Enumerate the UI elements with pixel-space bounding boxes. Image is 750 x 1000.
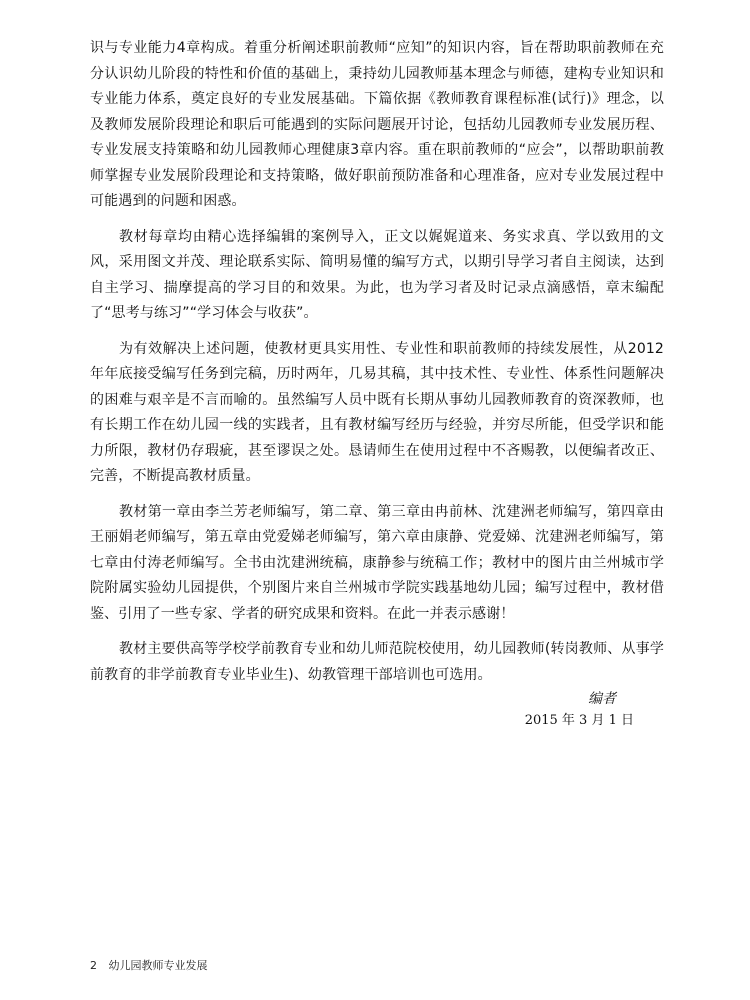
paragraph-textbook-style: 教材每章均由精心选择编辑的案例导入，正文以娓娓道来、务实求真、学以致用的文风，采用图文并茂、理论联系实际、简明易懂的编写方式，以期引导学习者自主阅读，达到自主学习、揣摩提高的学习目的和效果。为此，也为学习者及时记录点滴感悟，章末编配了“思考与练习”“学习体会与收获”。 bbox=[90, 228, 664, 321]
signature-block bbox=[90, 688, 664, 732]
body-text bbox=[90, 36, 664, 698]
page-number: 2 bbox=[90, 959, 97, 972]
paragraph-continuation: 识与专业能力4章构成。着重分析阐述职前教师“应知”的知识内容，旨在帮助职前教师在充分认识幼儿阶段的特性和价值的基础上，秉持幼儿园教师基本理念与师德，建构专业知识和专业能力体系，奠定良好的专业发展基础。下篇依据《教师教育课程标准(试行)》理念，以及教师发展阶段理论和职后可能遇到的实际问题展开讨论，包括幼儿园教师专业发展历程、专业发展支持策略和幼儿园教师心理健康3章内容。重在职前教师的“应会”，以帮助职前教师掌握专业发展阶段理论和支持策略，做好职前预防准备和心理准备，应对专业发展过程中可能遇到的问题和困惑。 bbox=[90, 40, 664, 209]
signature-date: 2015 年 3 月 1 日 bbox=[524, 713, 634, 728]
paragraph-intended-use: 教材主要供高等学校学前教育专业和幼儿师范院校使用，幼儿园教师(转岗教师、从事学前教育的非学前教育专业毕业生)、幼教管理干部培训也可选用。 bbox=[90, 641, 664, 683]
paragraph-authors: 教材第一章由李兰芳老师编写，第二章、第三章由冉前林、沈建洲老师编写，第四章由王丽娟老师编写，第五章由党爱娣老师编写，第六章由康静、党爱娣、沈建洲老师编写，第七章由付涛老师编写。全书由沈建洲统稿，康静参与统稿工作；教材中的图片由兰州城市学院附属实验幼儿园提供，个别图片来自兰州城市学院实践基地幼儿园；编写过程中，教材借鉴、引用了一些专家、学者的研究成果和资料。在此一并表示感谢！ bbox=[90, 503, 664, 622]
page-footer bbox=[90, 958, 208, 974]
paragraph-writing-process: 为有效解决上述问题，使教材更具实用性、专业性和职前教师的持续发展性，从2012年年底接受编写任务到完稿，历时两年，几易其稿，其中技术性、专业性、体系性问题解决的困难与艰辛是不言而喻的。虽然编写人员中既有长期从事幼儿园教师教育的资深教师，也有长期工作在幼儿园一线的实践者，且有教材编写经历与经验，并穷尽所能，但受学识和能力所限，教材仍存瑕疵，甚至谬误之处。恳请师生在使用过程中不吝赐教，以便编者改正、完善，不断提高教材质量。 bbox=[90, 340, 664, 484]
signature-author: 编者 bbox=[588, 691, 616, 707]
running-title: 幼儿园教师专业发展 bbox=[108, 959, 208, 972]
